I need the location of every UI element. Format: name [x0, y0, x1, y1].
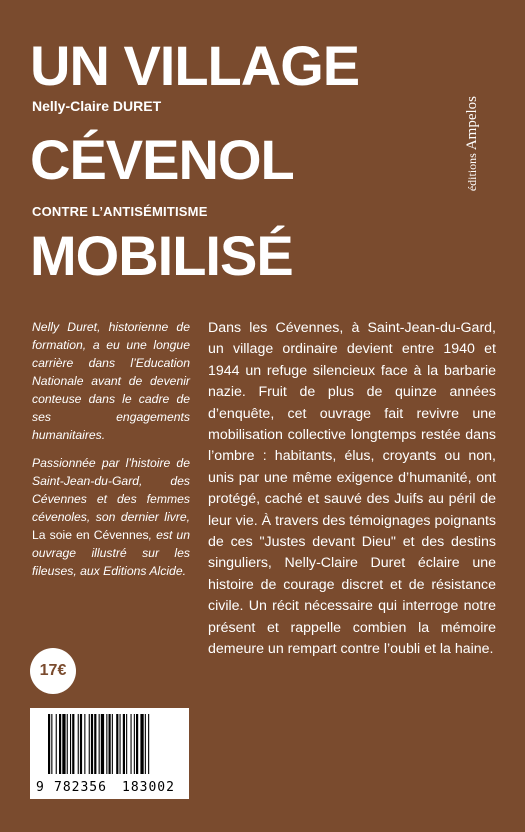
price-badge: 17€	[30, 648, 76, 694]
title-line-2: CÉVENOL	[30, 128, 294, 191]
author-name: Nelly-Claire DURET	[32, 98, 162, 114]
author-bio	[32, 318, 190, 590]
book-description	[208, 318, 496, 661]
subtitle: CONTRE L’ANTISÉMITISME	[32, 204, 208, 219]
isbn-group-1: 782356	[54, 780, 107, 795]
title-line-3: MOBILISÉ	[30, 224, 293, 287]
description-text: Dans les Cévennes, à Saint-Jean-du-Gard, un village ordinaire devient entre 1940 et 1944 un refuge silencieux face à la barbarie nazie. Fruit de plus de quinze années d’enquête, cet ouvrage fait revivre une mobilisation collective longtemps restée dans l’ombre : habitants, élus, croyants ou non, unis par une même exigence d’humanité, ont protégé, caché et sauvé des Juifs au péril de leur vie. À travers des témoignages poignants de ces "Justes devant Dieu" et des destins singuliers, Nelly-Claire Duret éclaire une histoire de courage discret et de résistance civile. Un récit nécessaire qui interroge notre présent et rappelle combien la mémoire demeure un rempart contre l’oubli et la haine.	[208, 320, 496, 658]
publisher-prefix: éditions	[465, 153, 479, 192]
isbn-group-2: 183002	[122, 780, 175, 795]
title-line-1: UN VILLAGE	[30, 34, 360, 97]
publisher-brand: Ampelos	[464, 96, 480, 151]
bio-text-b: , est un ouvrage illustré sur les fileuses, aux Editions Alcide.	[32, 528, 190, 578]
isbn-barcode	[30, 708, 189, 799]
bio-paragraph-1: Nelly Duret, historienne de formation, a eu une longue carrière dans l’Education Nationale avant de devenir conteuse dans le cadre de ses engagements humanitaires.	[32, 320, 190, 442]
bio-text-a: Passionnée par l’histoire de Saint-Jean-du-Gard, des Cévennes et des femmes cévenoles, son dernier livre,	[32, 456, 190, 524]
publisher-logo	[464, 96, 492, 192]
barcode-bars	[30, 708, 189, 780]
bio-book-title: La soie en Cévennes	[32, 528, 149, 542]
isbn-first-digit: 9	[36, 780, 45, 795]
bio-paragraph-2	[32, 454, 190, 580]
